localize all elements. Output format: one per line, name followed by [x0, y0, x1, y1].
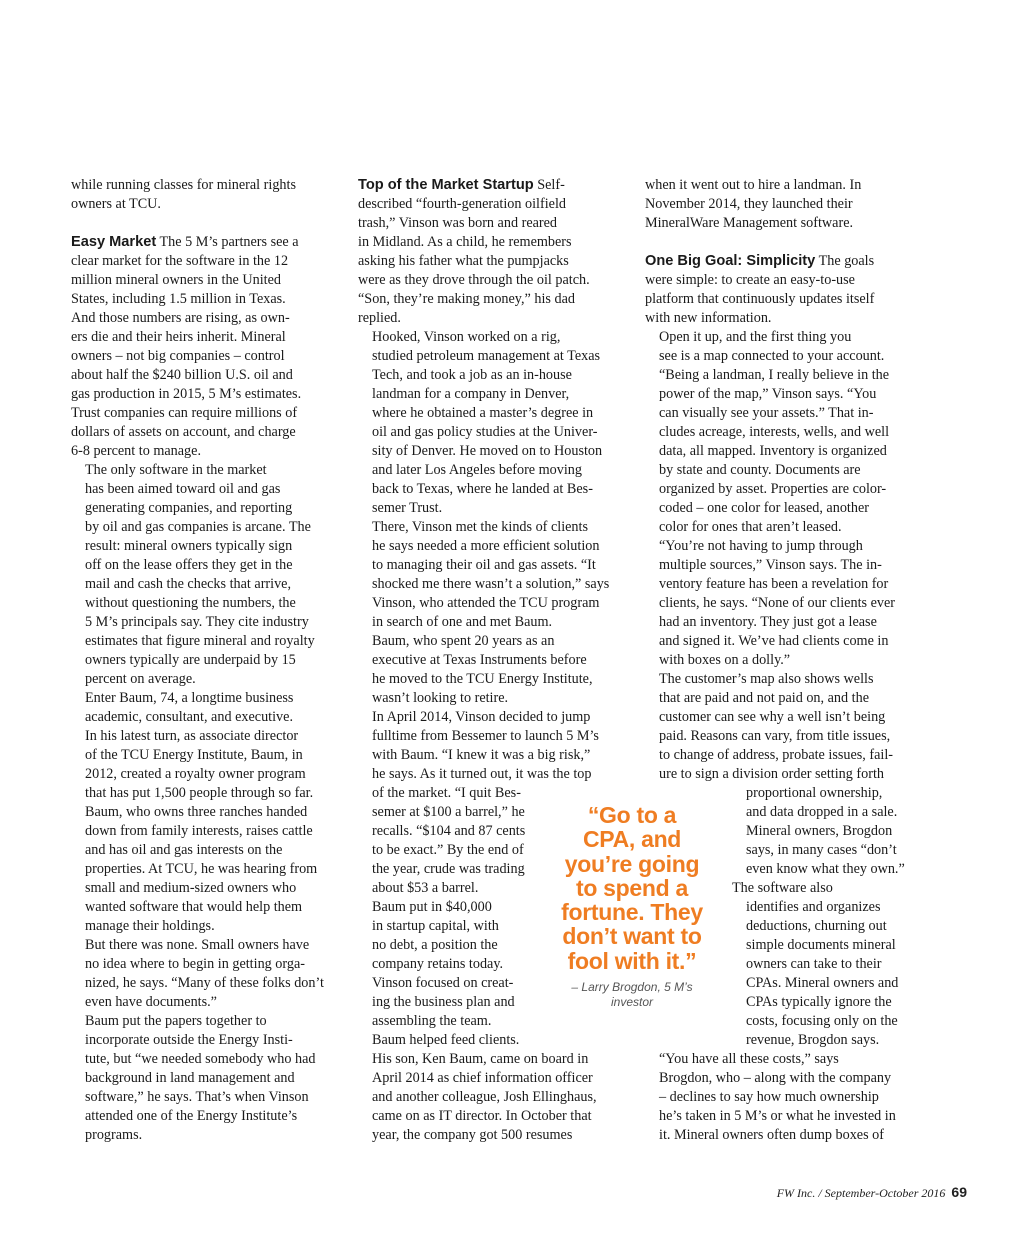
text-line: – Larry Brogdon, 5 M’s	[571, 980, 693, 995]
text-line: Baum put the papers together to	[85, 1013, 267, 1029]
text-line: and another colleague, Josh Ellinghaus,	[372, 1089, 597, 1105]
text-line: One Big Goal: Simplicity The goals	[645, 253, 875, 269]
text-line: 5 M’s principals say. They cite industry	[85, 614, 309, 630]
text-line: in startup capital, with	[372, 918, 499, 934]
text-line: Enter Baum, 74, a longtime business	[85, 690, 294, 706]
text-line: color for ones that aren’t leased.	[659, 519, 842, 535]
text-line: replied.	[358, 310, 401, 326]
text-line: attended one of the Energy Institute’s	[85, 1108, 298, 1124]
text-line: MineralWare Management software.	[645, 215, 854, 231]
text-line: about half the $240 billion U.S. oil and	[71, 367, 293, 383]
text-line: power of the map,” Vinson says. “You	[659, 386, 877, 402]
text-line: can visually see your assets.” That in-	[659, 405, 874, 421]
text-line: identifies and organizes	[746, 899, 881, 915]
text-line: were simple: to create an easy-to-use	[645, 272, 855, 288]
text-line: “You have all these costs,” says	[659, 1051, 839, 1067]
text-line: small and medium-sized owners who	[85, 880, 297, 896]
text-line: studied petroleum management at Texas	[372, 348, 601, 364]
text-line: Brogdon, who – along with the company	[659, 1070, 892, 1086]
text-line: April 2014 as chief information officer	[372, 1070, 593, 1086]
article-column-1	[71, 176, 329, 1145]
text-line: by state and county. Documents are	[659, 462, 861, 478]
text-line: revenue, Brogdon says.	[746, 1032, 880, 1048]
text-line: came on as IT director. In October that	[372, 1108, 592, 1124]
text-line: he says. As it turned out, it was the top	[372, 766, 592, 782]
section-heading: Top of the Market Startup	[358, 177, 534, 193]
text-line: when it went out to hire a landman. In	[645, 177, 862, 193]
text-line: wanted software that would help them	[85, 899, 303, 915]
text-line: multiple sources,” Vinson says. The in-	[659, 557, 882, 573]
text-line: There, Vinson met the kinds of clients	[372, 519, 588, 535]
text-line: incorporate outside the Energy Insti-	[85, 1032, 293, 1048]
text-line: programs.	[85, 1127, 143, 1143]
text-line: The only software in the market	[85, 462, 267, 478]
pull-quote-text	[541, 803, 723, 973]
text-line: Trust companies can require millions of	[71, 405, 298, 421]
text-line: clients, he says. “None of our clients ever	[659, 595, 895, 611]
paragraph	[358, 518, 616, 632]
text-line: estimates that figure mineral and royalty	[85, 633, 315, 649]
text-line: Baum put in $40,000	[372, 899, 492, 915]
text-line: to managing their oil and gas assets. “It	[372, 557, 596, 573]
text-line: cludes acreage, interests, wells, and well	[659, 424, 890, 440]
text-line: investor	[610, 995, 654, 1010]
text-line: million mineral owners in the United	[71, 272, 282, 288]
text-line: without questioning the numbers, the	[85, 595, 296, 611]
text-line: of the market. “I quit Bes-	[372, 785, 521, 801]
text-line: Top of the Market Startup Self-	[358, 177, 565, 193]
text-line: nized, he says. “Many of these folks don’t	[85, 975, 324, 991]
page-number: 69	[951, 1184, 967, 1200]
text-line: paid. Reasons can vary, from title issues,	[659, 728, 891, 744]
page-footer	[777, 1184, 967, 1201]
text-line: “Go to a	[587, 802, 677, 828]
text-line: mail and cash the checks that arrive,	[85, 576, 292, 592]
paragraph-big-goal	[645, 252, 903, 328]
text-line: dollars of assets on account, and charge	[71, 424, 296, 440]
text-line: owners – not big companies – control	[71, 348, 285, 364]
text-line: ing the business plan and	[372, 994, 515, 1010]
text-line: shocked me there wasn’t a solution,” says	[372, 576, 610, 592]
text-line: and signed it. We’ve had clients come in	[659, 633, 889, 649]
text-line: 6-8 percent to manage.	[71, 443, 201, 459]
text-line: generating companies, and reporting	[85, 500, 293, 516]
text-line: landman for a company in Denver,	[372, 386, 570, 402]
text-line: customer can see why a well isn’t being	[659, 709, 886, 725]
text-line: while running classes for mineral rights	[71, 177, 296, 193]
text-line: Baum, who owns three ranches handed	[85, 804, 308, 820]
text-line: CPA, and	[582, 826, 682, 853]
text-line: costs, focusing only on the	[746, 1013, 898, 1029]
text-line: it. Mineral owners often dump boxes of	[659, 1127, 884, 1143]
text-line: year, the company got 500 resumes	[372, 1127, 573, 1143]
text-line: in Midland. As a child, he remembers	[358, 234, 572, 250]
text-line: wasn’t looking to retire.	[372, 690, 509, 706]
text-line: had an inventory. They just got a lease	[659, 614, 877, 630]
text-line: trash,” Vinson was born and reared	[358, 215, 558, 231]
text-line: tute, but “we needed somebody who had	[85, 1051, 316, 1067]
text-line: Baum helped feed clients.	[372, 1032, 520, 1048]
text-line: “Son, they’re making money,” his dad	[358, 291, 575, 307]
text-line: percent on average.	[85, 671, 196, 687]
text-line: semer at $100 a barrel,” he	[372, 804, 525, 820]
text-line: Vinson focused on creat-	[372, 975, 514, 991]
text-line: has been aimed toward oil and gas	[85, 481, 281, 497]
text-line: And those numbers are rising, as own-	[71, 310, 290, 326]
text-line: no debt, a position the	[372, 937, 498, 953]
text-line: oil and gas policy studies at the Univer-	[372, 424, 598, 440]
text-line: CPAs typically ignore the	[746, 994, 892, 1010]
text-line: “You’re not having to jump through	[659, 538, 863, 554]
text-line: to be exact.” By the end of	[372, 842, 524, 858]
text-line: executive at Texas Instruments before	[372, 652, 587, 668]
text-line: His son, Ken Baum, came on board in	[372, 1051, 589, 1067]
paragraph	[358, 632, 616, 708]
text-line: he moved to the TCU Energy Institute,	[372, 671, 593, 687]
text-line: coded – one color for leased, another	[659, 500, 869, 516]
text-line: gas production in 2015, 5 M’s estimates.	[71, 386, 302, 402]
text-line: with boxes on a dolly.”	[659, 652, 791, 668]
section-heading: Easy Market	[71, 234, 157, 250]
text-line: proportional ownership,	[746, 785, 883, 801]
text-line: November 2014, they launched their	[645, 196, 853, 212]
text-line: platform that continuously updates itself	[645, 291, 875, 307]
text-line: recalls. “$104 and 87 cents	[372, 823, 526, 839]
text-line: deductions, churning out	[746, 918, 887, 934]
text-line: about $53 a barrel.	[372, 880, 479, 896]
paragraph-top-of-market	[358, 176, 616, 328]
text-line: fulltime from Bessemer to launch 5 M’s	[372, 728, 599, 744]
text-line: down from family interests, raises cattle	[85, 823, 313, 839]
text-line: The software also	[732, 880, 833, 896]
text-line: and data dropped in a sale.	[746, 804, 898, 820]
text-line: where he obtained a master’s degree in	[372, 405, 594, 421]
text-line: background in land management and	[85, 1070, 295, 1086]
text-line: back to Texas, where he landed at Bes-	[372, 481, 593, 497]
paragraph	[71, 461, 329, 689]
paragraph	[71, 1012, 329, 1145]
text-line: ers die and their heirs inherit. Mineral	[71, 329, 286, 345]
text-line: manage their holdings.	[85, 918, 215, 934]
text-line: But there was none. Small owners have	[85, 937, 310, 953]
text-line: result: mineral owners typically sign	[85, 538, 293, 554]
text-line: properties. At TCU, he was hearing from	[85, 861, 318, 877]
text-line: simple documents mineral	[746, 937, 896, 953]
text-line: were as they drove through the oil patch.	[358, 272, 590, 288]
text-line: off on the lease offers they get in the	[85, 557, 293, 573]
text-line: Mineral owners, Brogdon	[746, 823, 893, 839]
paragraph	[645, 176, 903, 233]
text-line: to change of address, probate issues, fail-	[659, 747, 894, 763]
text-line: no idea where to begin in getting orga-	[85, 956, 305, 972]
text-line: don’t want to	[562, 923, 702, 950]
text-line: data, all mapped. Inventory is organized	[659, 443, 887, 459]
text-line: owners typically are underpaid by 15	[85, 652, 296, 668]
paragraph	[71, 176, 329, 214]
text-line: that has put 1,500 people through so far.	[85, 785, 314, 801]
text-line: that are paid and not paid on, and the	[659, 690, 869, 706]
text-line: with Baum. “I knew it was a big risk,”	[372, 747, 591, 763]
text-line: Easy Market The 5 M’s partners see a	[71, 234, 299, 250]
text-line: fool with it.”	[567, 947, 697, 974]
paragraph	[645, 537, 903, 670]
text-line: even have documents.”	[85, 994, 217, 1010]
text-line: by oil and gas companies is arcane. The	[85, 519, 311, 535]
paragraph	[645, 1050, 903, 1145]
text-line: clear market for the software in the 12	[71, 253, 289, 269]
text-line: even know what they own.”	[746, 861, 905, 877]
text-line: and has oil and gas interests on the	[85, 842, 283, 858]
text-line: in search of one and met Baum.	[372, 614, 553, 630]
text-line: In his latest turn, as associate director	[85, 728, 299, 744]
pull-quote-credit	[541, 980, 723, 1010]
text-line: ure to sign a division order setting forth	[659, 766, 884, 782]
text-line: he says needed a more efficient solution	[372, 538, 600, 554]
text-line: organized by asset. Properties are color-	[659, 481, 887, 497]
text-line: company retains today.	[372, 956, 504, 972]
paragraph	[358, 328, 616, 518]
text-line: and later Los Angeles before moving	[372, 462, 582, 478]
pull-quote	[541, 803, 723, 1010]
text-line: says, in many cases “don’t	[746, 842, 897, 858]
text-line: The customer’s map also shows wells	[659, 671, 874, 687]
publication-name: FW Inc. / September-October 2016	[776, 1186, 946, 1200]
text-line: sity of Denver. He moved on to Houston	[372, 443, 603, 459]
text-line: he’s taken in 5 M’s or what he invested in	[659, 1108, 896, 1124]
text-line: assembling the team.	[372, 1013, 492, 1029]
text-line: Baum, who spent 20 years as an	[372, 633, 555, 649]
section-heading: One Big Goal: Simplicity	[645, 253, 816, 269]
text-line: States, including 1.5 million in Texas.	[71, 291, 286, 307]
text-line: of the TCU Energy Institute, Baum, in	[85, 747, 303, 763]
paragraph-easy-market	[71, 233, 329, 461]
text-line: asking his father what the pumpjacks	[358, 253, 569, 269]
text-line: – declines to say how much ownership	[659, 1089, 879, 1105]
paragraph	[71, 689, 329, 936]
text-line: academic, consultant, and executive.	[85, 709, 293, 725]
text-line: CPAs. Mineral owners and	[746, 975, 899, 991]
text-line: software,” he says. That’s when Vinson	[85, 1089, 309, 1105]
text-line: Open it up, and the first thing you	[659, 329, 852, 345]
paragraph	[71, 936, 329, 1012]
text-line: Hooked, Vinson worked on a rig,	[372, 329, 561, 345]
text-line: you’re going	[564, 850, 700, 877]
text-line: owners can take to their	[746, 956, 882, 972]
text-line: ventory feature has been a revelation for	[659, 576, 889, 592]
text-line: with new information.	[645, 310, 772, 326]
text-line: “Being a landman, I really believe in the	[659, 367, 890, 383]
text-line: Tech, and took a job as an in-house	[372, 367, 572, 383]
text-line: to spend a	[575, 874, 688, 901]
text-line: 2012, created a royalty owner program	[85, 766, 306, 782]
paragraph	[645, 328, 903, 537]
text-line: see is a map connected to your account.	[659, 348, 885, 364]
text-line: described “fourth-generation oilfield	[358, 196, 566, 212]
text-line: In April 2014, Vinson decided to jump	[372, 709, 591, 725]
text-line: owners at TCU.	[71, 196, 161, 212]
text-line: semer Trust.	[372, 500, 443, 516]
text-line: the year, crude was trading	[372, 861, 525, 877]
text-line: Vinson, who attended the TCU program	[372, 595, 600, 611]
text-line: fortune. They	[561, 899, 703, 926]
